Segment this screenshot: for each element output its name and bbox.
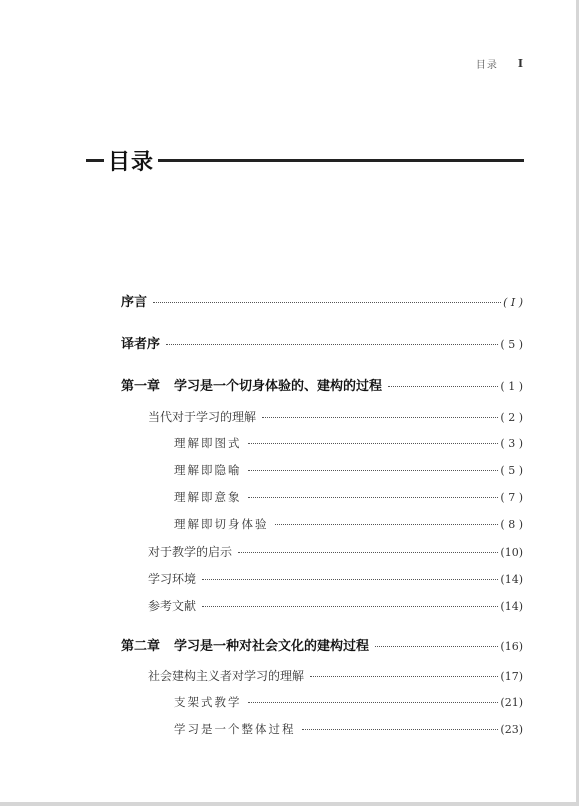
toc-entry-label: 理解即图式 <box>174 436 242 450</box>
chapter-title: 学习是一种对社会文化的建构过程 <box>174 639 370 654</box>
toc-entry-page: ( 3 ) <box>500 437 523 450</box>
page-title: 目录 <box>108 149 155 175</box>
running-head-page-number: I <box>517 57 523 70</box>
leader-dots <box>262 417 498 418</box>
leader-dots <box>248 470 499 471</box>
toc-entry-preface[interactable] <box>121 291 523 310</box>
heading-rule <box>86 159 104 162</box>
leader-dots <box>248 443 499 444</box>
running-head <box>476 56 523 71</box>
toc-entry-label: 理解即意象 <box>174 490 242 504</box>
toc-entry-subsection[interactable] <box>174 516 523 532</box>
running-head-title: 目录 <box>475 60 498 71</box>
toc-entry-page: (14) <box>500 573 523 586</box>
toc-entry-page: (14) <box>500 600 523 613</box>
toc-entry-label: 参考文献 <box>148 599 197 613</box>
toc-entry-section[interactable] <box>148 570 523 587</box>
toc-entry-label <box>121 375 382 394</box>
toc-entry-chapter-1[interactable] <box>121 375 523 394</box>
toc-entry-page: ( 7 ) <box>500 491 523 504</box>
heading-rule <box>158 159 524 162</box>
toc-entry-section[interactable] <box>148 543 523 560</box>
leader-dots <box>310 676 498 677</box>
toc-entry-subsection[interactable] <box>174 694 523 710</box>
toc-entry-label: 译者序 <box>121 337 161 352</box>
toc-entry-label: 支架式教学 <box>174 695 242 709</box>
leader-dots <box>153 302 501 303</box>
leader-dots <box>302 729 499 730</box>
toc-entry-translator-preface[interactable] <box>121 333 523 352</box>
toc-entry-label: 社会建构主义者对学习的理解 <box>148 669 305 683</box>
toc-entry-label: 学习环境 <box>148 572 197 586</box>
toc-entry-chapter-2[interactable] <box>121 635 523 654</box>
toc-entry-subsection[interactable] <box>174 721 523 737</box>
toc-entry-page: (16) <box>500 640 523 653</box>
chapter-number: 第二章 <box>121 639 161 654</box>
chapter-title: 学习是一个切身体验的、建构的过程 <box>174 379 383 394</box>
leader-dots <box>238 552 498 553</box>
toc-entry-subsection[interactable] <box>174 489 523 505</box>
leader-dots <box>248 497 499 498</box>
toc-entry-subsection[interactable] <box>174 435 523 451</box>
toc-heading <box>86 140 524 180</box>
chapter-number: 第一章 <box>121 379 161 394</box>
leader-dots <box>166 344 498 345</box>
toc-entry-page: ( 1 ) <box>500 380 523 393</box>
leader-dots <box>375 646 498 647</box>
toc-entry-label: 理解即隐喻 <box>174 463 242 477</box>
toc-entry-page: ( I ) <box>503 296 523 309</box>
toc-entry-page: (10) <box>500 546 523 559</box>
leader-dots <box>248 702 499 703</box>
toc-entry-label: 序言 <box>121 295 148 310</box>
toc-entry-page: (17) <box>500 670 523 683</box>
toc-entry-label <box>121 635 369 654</box>
toc-entry-label: 当代对于学习的理解 <box>148 410 257 424</box>
toc-entry-label: 学习是一个整体过程 <box>174 722 296 736</box>
leader-dots <box>202 606 498 607</box>
toc-entry-page: ( 5 ) <box>500 338 523 351</box>
leader-dots <box>388 386 498 387</box>
toc-entry-section[interactable] <box>148 408 523 425</box>
page-edge-shadow <box>0 802 579 806</box>
toc-entry-label: 对于教学的启示 <box>148 545 233 559</box>
toc-entry-section[interactable] <box>148 597 523 614</box>
toc-entry-page: ( 8 ) <box>500 518 523 531</box>
toc-entry-label: 理解即切身体验 <box>174 517 269 531</box>
toc-entry-page: ( 5 ) <box>500 464 523 477</box>
toc-entry-section[interactable] <box>148 667 523 684</box>
leader-dots <box>275 524 499 525</box>
toc-entry-page: ( 2 ) <box>500 411 523 424</box>
toc-entry-page: (21) <box>500 696 523 709</box>
leader-dots <box>202 579 498 580</box>
toc-entry-subsection[interactable] <box>174 462 523 478</box>
toc-entry-page: (23) <box>500 723 523 736</box>
